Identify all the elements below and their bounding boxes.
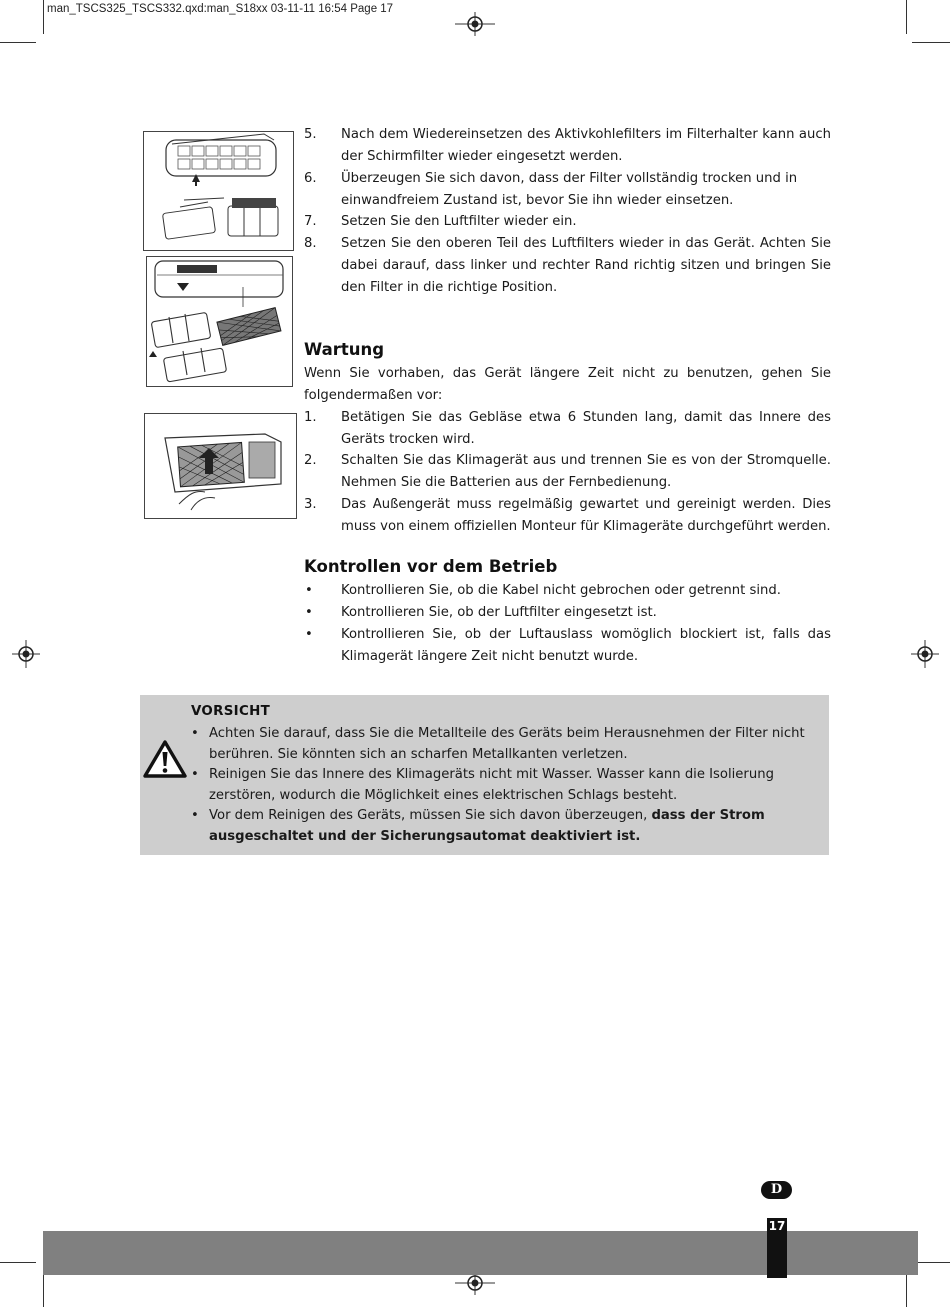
print-header: man_TSCS325_TSCS332.qxd:man_S18xx 03-11-11 16:54 Page 17: [47, 3, 394, 15]
bullet: •: [305, 627, 313, 642]
registration-mark-icon: [12, 638, 40, 670]
crop-mark: [906, 1270, 907, 1307]
crop-mark: [43, 0, 44, 34]
caution-text-bold: dass der Strom ausgeschaltet und der Sicherungsautomat deaktiviert ist.: [209, 808, 765, 844]
step-text: Betätigen Sie das Gebläse etwa 6 Stunden lang, damit das Innere des Geräts trocken wird.: [341, 410, 831, 447]
list-item: [304, 624, 831, 668]
registration-mark-icon: [455, 10, 495, 38]
step-text: Das Außengerät muss regelmäßig gewartet und gereinigt werden. Dies muss von einem offiziellen Monteur für Klimageräte durchgeführt werden.: [341, 497, 831, 534]
caution-title: VORSICHT: [191, 704, 271, 719]
step-text: Setzen Sie den Luftfilter wieder ein.: [341, 214, 577, 229]
caution-list: [191, 724, 823, 847]
filter-insertion-illustration: [144, 413, 297, 519]
warning-icon: [143, 739, 187, 779]
crop-mark: [0, 42, 36, 43]
step-text: Nach dem Wiedereinsetzen des Aktivkohlefilters im Filterhalter kann auch der Schirmfilter wieder eingesetzt werden.: [341, 127, 831, 164]
list-item: [304, 602, 831, 624]
list-item: [304, 211, 831, 233]
list-item: [304, 124, 831, 168]
list-item: [304, 580, 831, 602]
caution-box: [140, 695, 829, 855]
crop-mark: [906, 0, 907, 34]
crop-mark: [912, 42, 950, 43]
registration-mark-icon: [911, 638, 939, 670]
section-heading-kontrollen: Kontrollen vor dem Betrieb: [304, 557, 558, 576]
caution-item: [191, 806, 823, 847]
step-number: 8.: [304, 236, 317, 251]
filter-parts-illustration: [146, 256, 293, 387]
caution-text: Achten Sie darauf, dass Sie die Metallteile des Geräts beim Herausnehmen der Filter nicht berühren. Sie könnten sich an scharfen Metallkanten verletzen.: [209, 726, 805, 762]
wartung-intro: Wenn Sie vorhaben, das Gerät längere Zeit nicht zu benutzen, gehen Sie folgendermaßen vor:: [304, 366, 831, 403]
crop-mark: [0, 1262, 36, 1263]
bullet: •: [191, 808, 199, 823]
check-text: Kontrollieren Sie, ob der Luftfilter eingesetzt ist.: [341, 605, 657, 620]
bullet: •: [305, 605, 313, 620]
list-item: [304, 233, 831, 298]
step-number: 1.: [304, 410, 317, 425]
page-number: 17: [768, 1219, 786, 1233]
filter-holder-illustration: [143, 131, 294, 251]
language-badge: D: [761, 1181, 792, 1199]
step-number: 6.: [304, 171, 317, 186]
step-number: 5.: [304, 127, 317, 142]
check-text: Kontrollieren Sie, ob der Luftauslass womöglich blockiert ist, falls das Klimagerät längere Zeit nicht benutzt wurde.: [341, 627, 831, 664]
step-text: Überzeugen Sie sich davon, dass der Filter vollständig trocken und in einwandfreiem Zustand ist, bevor Sie ihn wieder einsetzen.: [341, 171, 798, 208]
step-text: Setzen Sie den oberen Teil des Luftfilters wieder in das Gerät. Achten Sie dabei darauf, dass linker und rechter Rand richtig sitzen und bringen Sie den Filter in die richtige Position.: [341, 236, 831, 295]
caution-text: Vor dem Reinigen des Geräts, müssen Sie sich davon überzeugen,: [209, 808, 652, 823]
step-number: 2.: [304, 453, 317, 468]
caution-item: [191, 765, 823, 806]
step-number: 3.: [304, 497, 317, 512]
section-heading-wartung: Wartung: [304, 340, 385, 359]
check-text: Kontrollieren Sie, ob die Kabel nicht gebrochen oder getrennt sind.: [341, 583, 781, 598]
list-item: [304, 450, 831, 494]
step-number: 7.: [304, 214, 317, 229]
caution-text: Reinigen Sie das Innere des Klimageräts nicht mit Wasser. Wasser kann die Isolierung zerstören, wodurch die Möglichkeit eines elektrischen Schlags besteht.: [209, 767, 774, 803]
crop-mark: [43, 1270, 44, 1307]
step-text: Schalten Sie das Klimagerät aus und trennen Sie es von der Stromquelle. Nehmen Sie die Batterien aus der Fernbedienung.: [341, 453, 831, 490]
list-item: [304, 168, 831, 212]
bullet: •: [191, 767, 199, 782]
bullet: •: [191, 726, 199, 741]
bullet: •: [305, 583, 313, 598]
caution-item: [191, 724, 823, 765]
list-item: [304, 494, 831, 538]
list-item: [304, 407, 831, 451]
